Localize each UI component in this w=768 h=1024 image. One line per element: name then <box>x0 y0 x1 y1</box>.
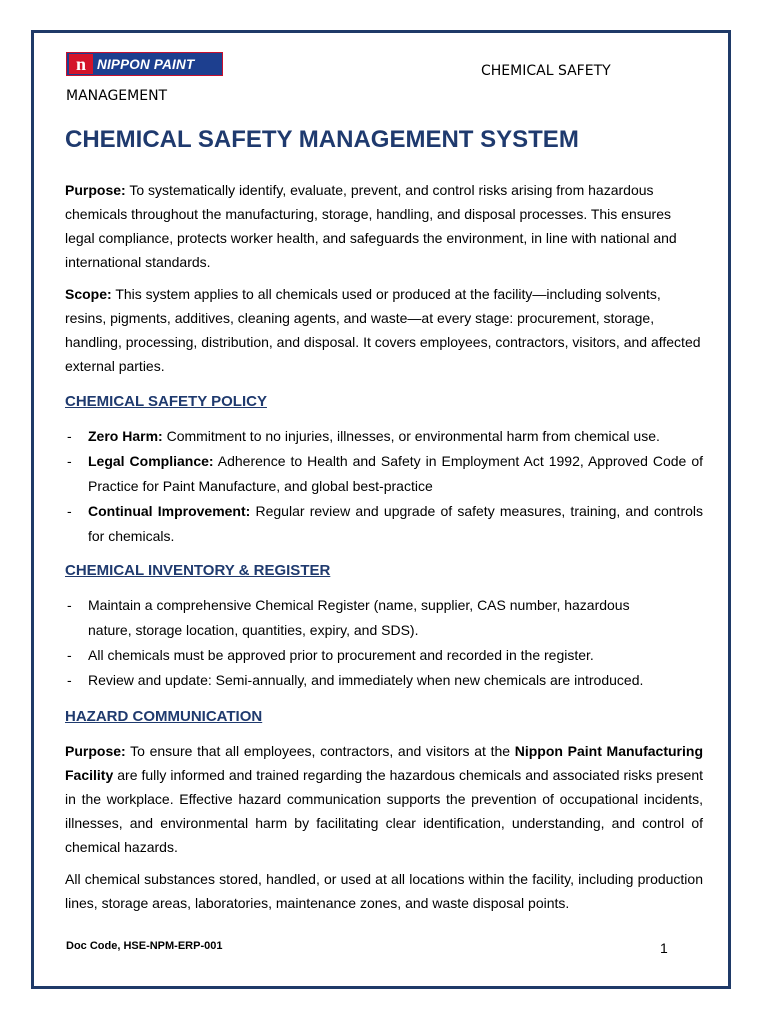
header-title-line1: CHEMICAL SAFETY <box>481 63 611 79</box>
hazard-facility-name: Nippon Paint Manufacturing Facility <box>65 743 704 783</box>
hazard-scope-paragraph: All chemical substances stored, handled, or used at all locations within the facility, including production lines, storage areas, laboratories, maintenance zones, and waste disposal points. <box>65 871 703 911</box>
policy-item-label: Zero Harm: <box>88 428 163 444</box>
list-item <box>65 449 703 499</box>
policy-list <box>65 424 703 549</box>
header-title-line2: MANAGEMENT <box>66 88 168 104</box>
doc-code: Doc Code, HSE-NPM-ERP-001 <box>66 940 223 952</box>
logo-text: NIPPON PAINT <box>97 56 195 72</box>
policy-item-text: Regular review and upgrade of safety measures, training, and controls for chemicals. <box>88 503 703 544</box>
policy-item-text: Adherence to Health and Safety in Employment Act 1992, Approved Code of Practice for Paint Manufacture, and global best-practice <box>88 453 703 494</box>
purpose-label: Purpose: <box>65 182 126 198</box>
list-item: - All chemicals must be approved prior to procurement and recorded in the register. <box>65 643 673 668</box>
page-number: 1 <box>660 940 668 956</box>
list-item <box>65 499 703 549</box>
hazard-purpose-label: Purpose: <box>65 743 126 759</box>
purpose-text: To systematically identify, evaluate, prevent, and control risks arising from hazardous chemicals throughout the manufacturing, storage, handling, and disposal processes. This ensures legal compliance, protects worker health, and safeguards the environment, in line with national and international standards. <box>65 182 677 270</box>
hazard-heading: HAZARD COMMUNICATION <box>65 708 263 725</box>
inventory-list <box>65 593 673 693</box>
document-body <box>65 124 703 923</box>
list-item: - Maintain a comprehensive Chemical Register (name, supplier, CAS number, hazardous nature, storage location, quantities, expiry, and SDS). <box>65 593 673 643</box>
policy-heading: CHEMICAL SAFETY POLICY <box>65 393 267 410</box>
nippon-paint-logo <box>66 52 223 76</box>
policy-item-label: Continual Improvement: <box>88 503 251 519</box>
list-item: - Review and update: Semi-annually, and immediately when new chemicals are introduced. <box>65 668 673 693</box>
policy-item-text: Commitment to no injuries, illnesses, or environmental harm from chemical use. <box>162 428 660 444</box>
hazard-purpose-text1: To ensure that all employees, contractors, and visitors at the <box>125 743 515 759</box>
policy-item-label: Legal Compliance: <box>88 453 214 469</box>
scope-label: Scope: <box>65 286 112 302</box>
logo-mark-icon: n <box>69 54 93 74</box>
purpose-paragraph <box>65 178 703 274</box>
page-title: CHEMICAL SAFETY MANAGEMENT SYSTEM <box>65 126 579 153</box>
hazard-purpose-text2: are fully informed and trained regarding the hazardous chemicals and associated risks present in the workplace. Effective hazard communication supports the prevention of occupational incidents, illnesses, and environmental harm by facilitating clear identification, understanding, and control of chemical hazards. <box>65 767 703 855</box>
inventory-heading: CHEMICAL INVENTORY & REGISTER <box>65 562 331 579</box>
hazard-purpose-paragraph <box>65 739 703 859</box>
list-item <box>65 424 703 449</box>
scope-text: This system applies to all chemicals used or produced at the facility—including solvents, resins, pigments, additives, cleaning agents, and waste—at every stage: procurement, storage, handling, processing, distribution, and disposal. It covers employees, contractors, visitors, and affected external parties. <box>65 286 701 374</box>
scope-paragraph <box>65 282 703 378</box>
